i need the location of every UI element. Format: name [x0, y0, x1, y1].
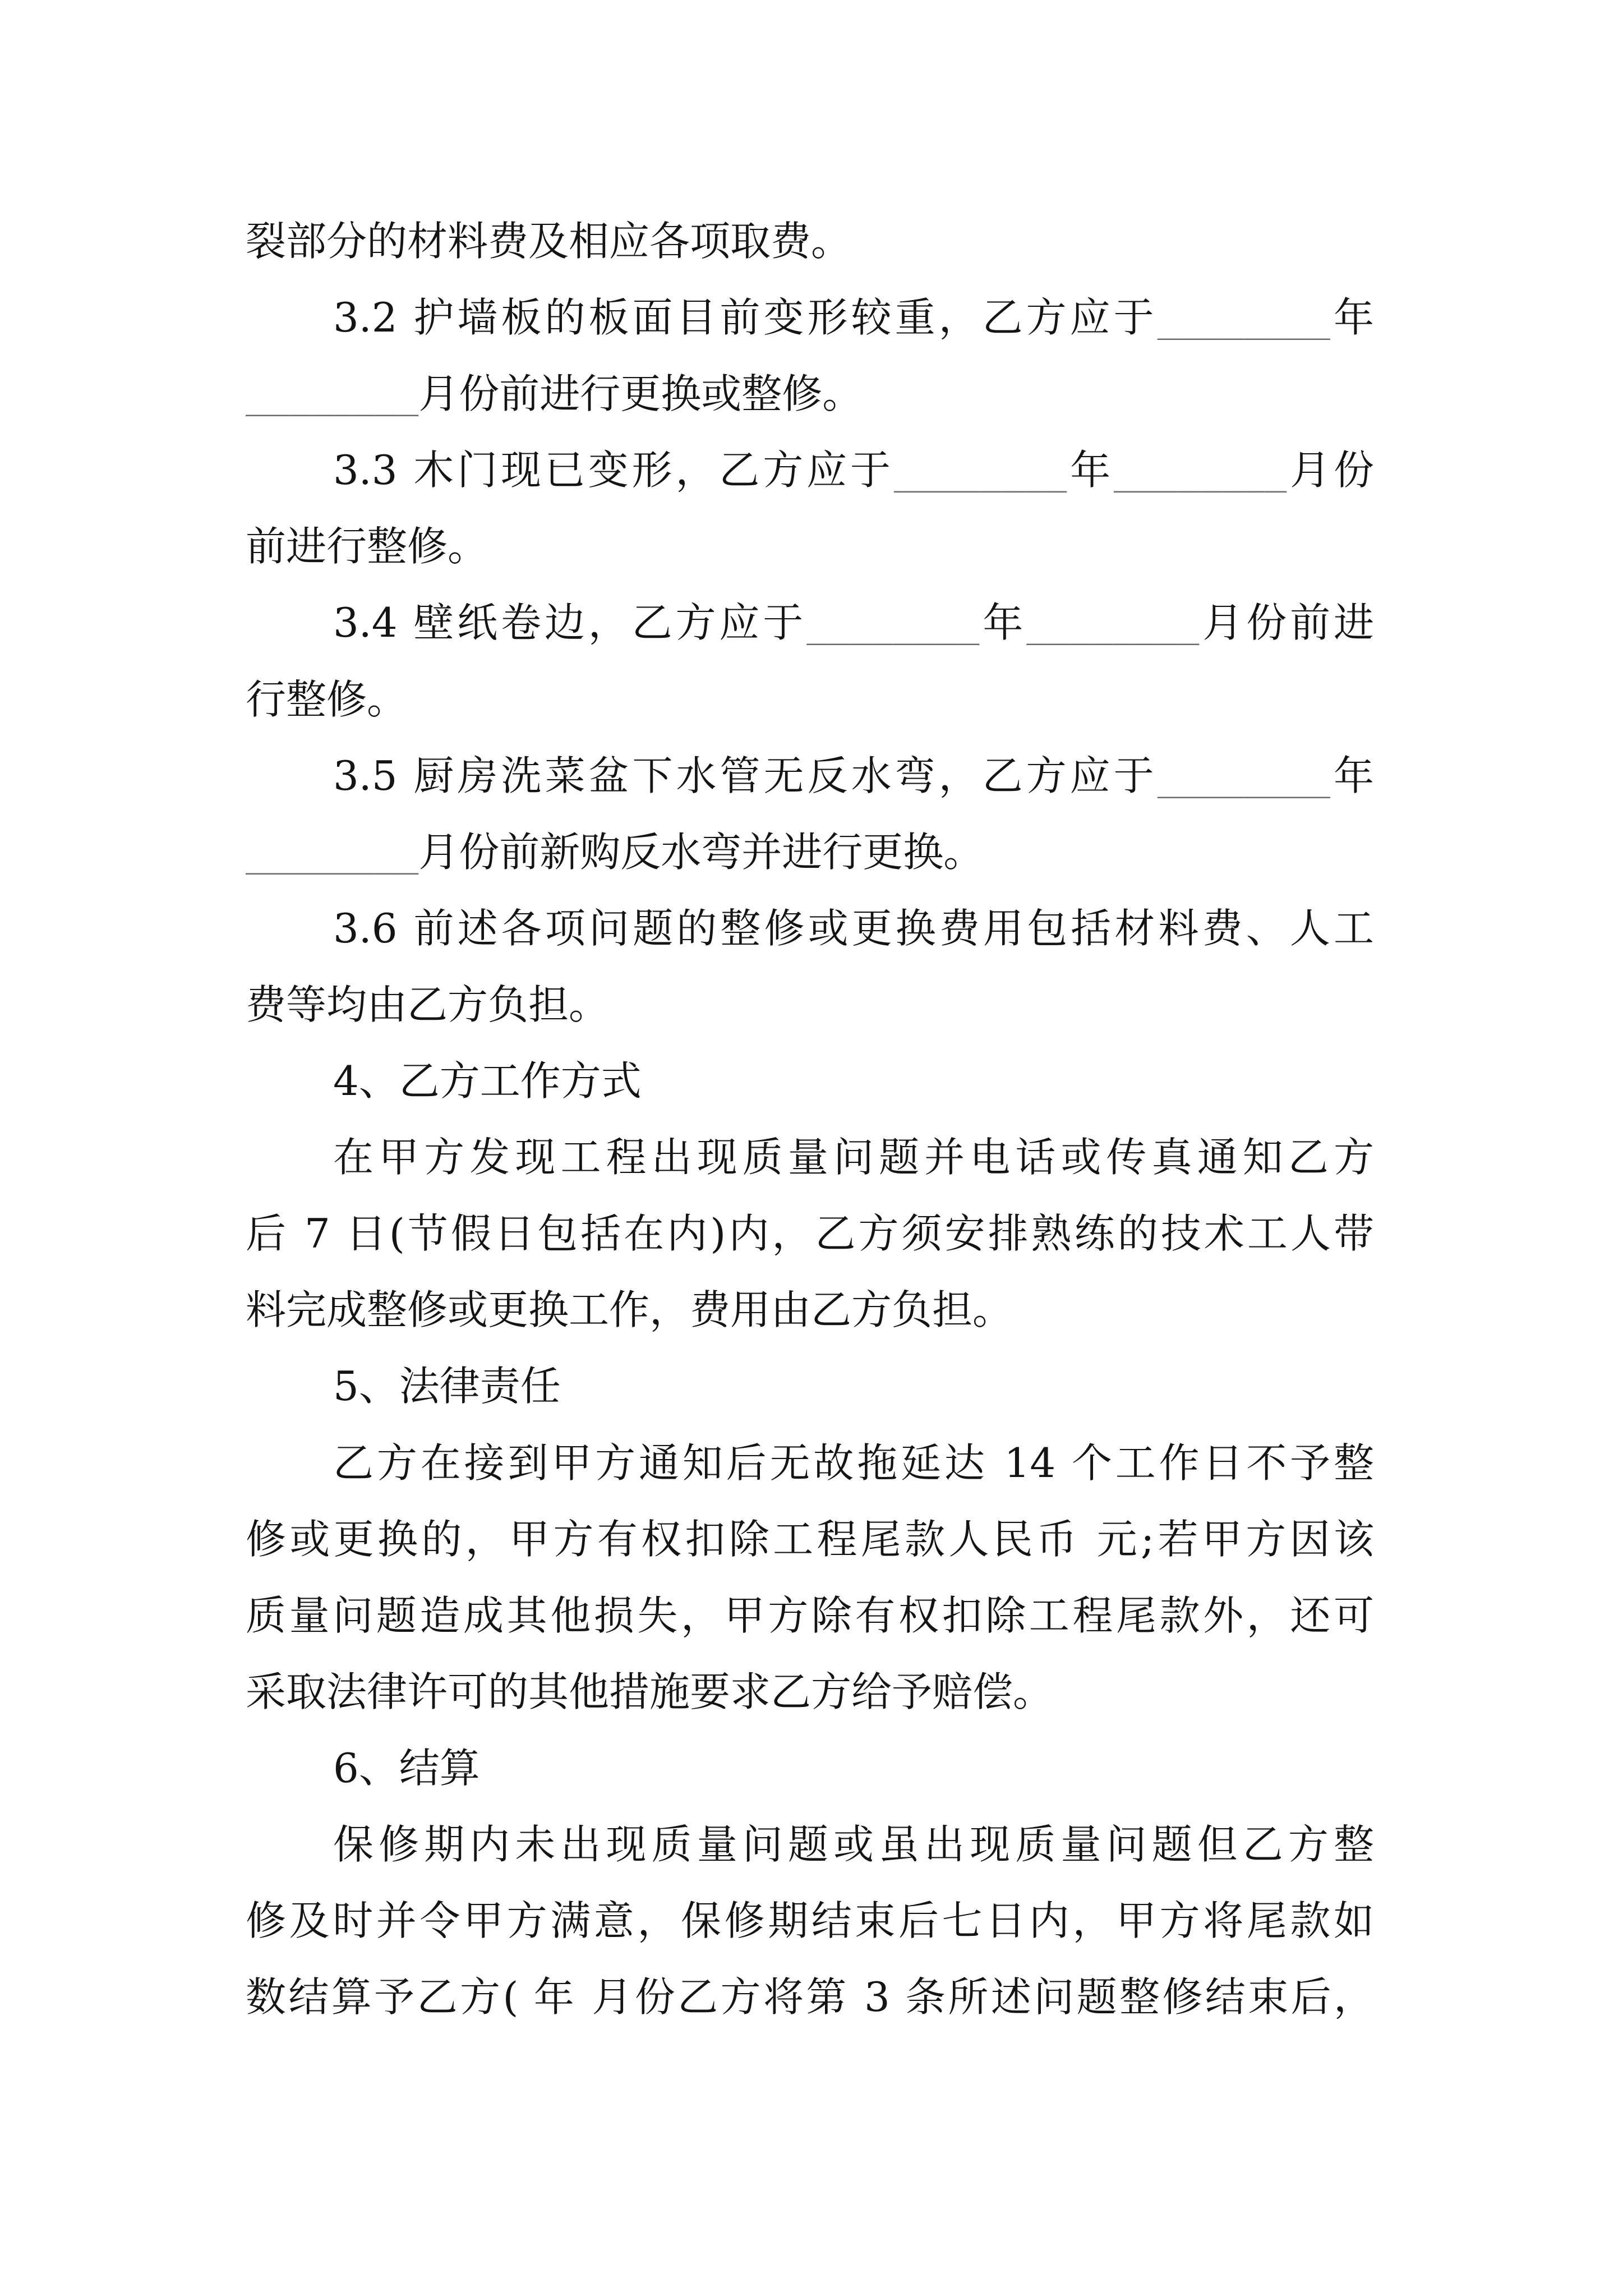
fill-in-blank: ________ — [806, 604, 980, 646]
document-text-line — [246, 203, 1374, 279]
document-text-line — [246, 814, 1374, 890]
line-text: 费等均由乙方负担。 — [246, 981, 610, 1028]
line-text: 修及时并令甲方满意，保修期结束后七日内，甲方将尾款如 — [246, 1897, 1374, 1945]
section-heading-text: 4、乙方工作方式 — [333, 1057, 642, 1105]
line-text: 采取法律许可的其他措施要求乙方给予赔偿。 — [246, 1668, 1054, 1715]
section-heading-text: 6、结算 — [333, 1744, 480, 1792]
line-text: 保修期内未出现质量问题或虽出现质量问题但乙方整 — [333, 1820, 1374, 1868]
document-text-line — [246, 1195, 1374, 1272]
fill-in-blank: ________ — [1157, 299, 1330, 341]
line-text: 月份前进行更换或整修。 — [418, 370, 863, 418]
line-text: 3.6 前述各项问题的整修或更换费用包括材料费、人工 — [333, 904, 1374, 952]
line-text: 后 7 日(节假日包括在内)内，乙方须安排熟练的技术工人带 — [246, 1210, 1374, 1258]
document-text-line — [246, 1119, 1374, 1195]
line-text: 在甲方发现工程出现质量问题并电话或传真通知乙方 — [333, 1134, 1374, 1181]
clause-3-5-line — [246, 738, 1374, 814]
document-text-line — [246, 508, 1374, 585]
section-heading — [246, 1348, 1374, 1424]
line-text: 修或更换的，甲方有权扣除工程尾款人民币 元;若甲方因该 — [246, 1515, 1374, 1563]
line-text: 3.3 木门现已变形，乙方应于 — [333, 447, 894, 494]
document-text-line — [246, 1883, 1374, 1959]
line-text: 3.5 厨房洗菜盆下水管无反水弯，乙方应于 — [333, 752, 1158, 799]
fill-in-blank: ________ — [246, 375, 419, 417]
line-text: 质量问题造成其他损失，甲方除有权扣除工程尾款外，还可 — [246, 1591, 1374, 1639]
document-text-line — [246, 1577, 1374, 1654]
section-heading-text: 5、法律责任 — [333, 1363, 561, 1410]
fill-in-blank: ________ — [893, 452, 1067, 494]
line-text: 3.4 壁纸卷边，乙方应于 — [333, 599, 807, 647]
line-text: 年 — [979, 599, 1027, 647]
fill-in-blank: ________ — [246, 833, 419, 875]
line-text: 年 — [1330, 294, 1374, 342]
line-text: 乙方在接到甲方通知后无故拖延达 14 个工作日不予整 — [333, 1439, 1374, 1487]
document-text-line — [246, 1425, 1374, 1501]
document-text-line — [246, 1272, 1374, 1348]
clause-3-4-line — [246, 585, 1374, 661]
fill-in-blank: ________ — [1113, 452, 1287, 494]
line-text: 年 — [1067, 447, 1114, 494]
document-text-line — [246, 1501, 1374, 1577]
section-heading — [246, 1730, 1374, 1806]
section-heading — [246, 1043, 1374, 1119]
document-text-line — [246, 661, 1374, 738]
line-text: 月份 — [1287, 447, 1374, 494]
clause-3-3-line — [246, 432, 1374, 508]
fill-in-blank: ________ — [1157, 757, 1330, 799]
clause-3-6-line — [246, 890, 1374, 967]
clause-3-2-line — [246, 279, 1374, 356]
document-body — [246, 203, 1374, 2035]
line-text: 月份前进 — [1199, 599, 1374, 647]
line-text: 料完成整修或更换工作，费用由乙方负担。 — [246, 1286, 1013, 1334]
line-text: 年 — [1330, 752, 1374, 799]
document-text-line — [246, 356, 1374, 432]
line-text: 裂部分的材料费及相应各项取费。 — [246, 218, 852, 265]
fill-in-blank: ________ — [1026, 604, 1200, 646]
document-text-line — [246, 1654, 1374, 1730]
line-text: 月份前新购反水弯并进行更换。 — [418, 828, 984, 876]
line-text: 行整修。 — [246, 675, 408, 723]
line-text: 3.2 护墙板的板面目前变形较重，乙方应于 — [333, 294, 1158, 342]
line-text: 数结算予乙方( 年 月份乙方将第 3 条所述问题整修结束后， — [246, 1973, 1374, 2021]
line-text: 前进行整修。 — [246, 523, 488, 570]
document-text-line — [246, 1959, 1374, 2035]
document-text-line — [246, 1806, 1374, 1883]
document-text-line — [246, 967, 1374, 1043]
